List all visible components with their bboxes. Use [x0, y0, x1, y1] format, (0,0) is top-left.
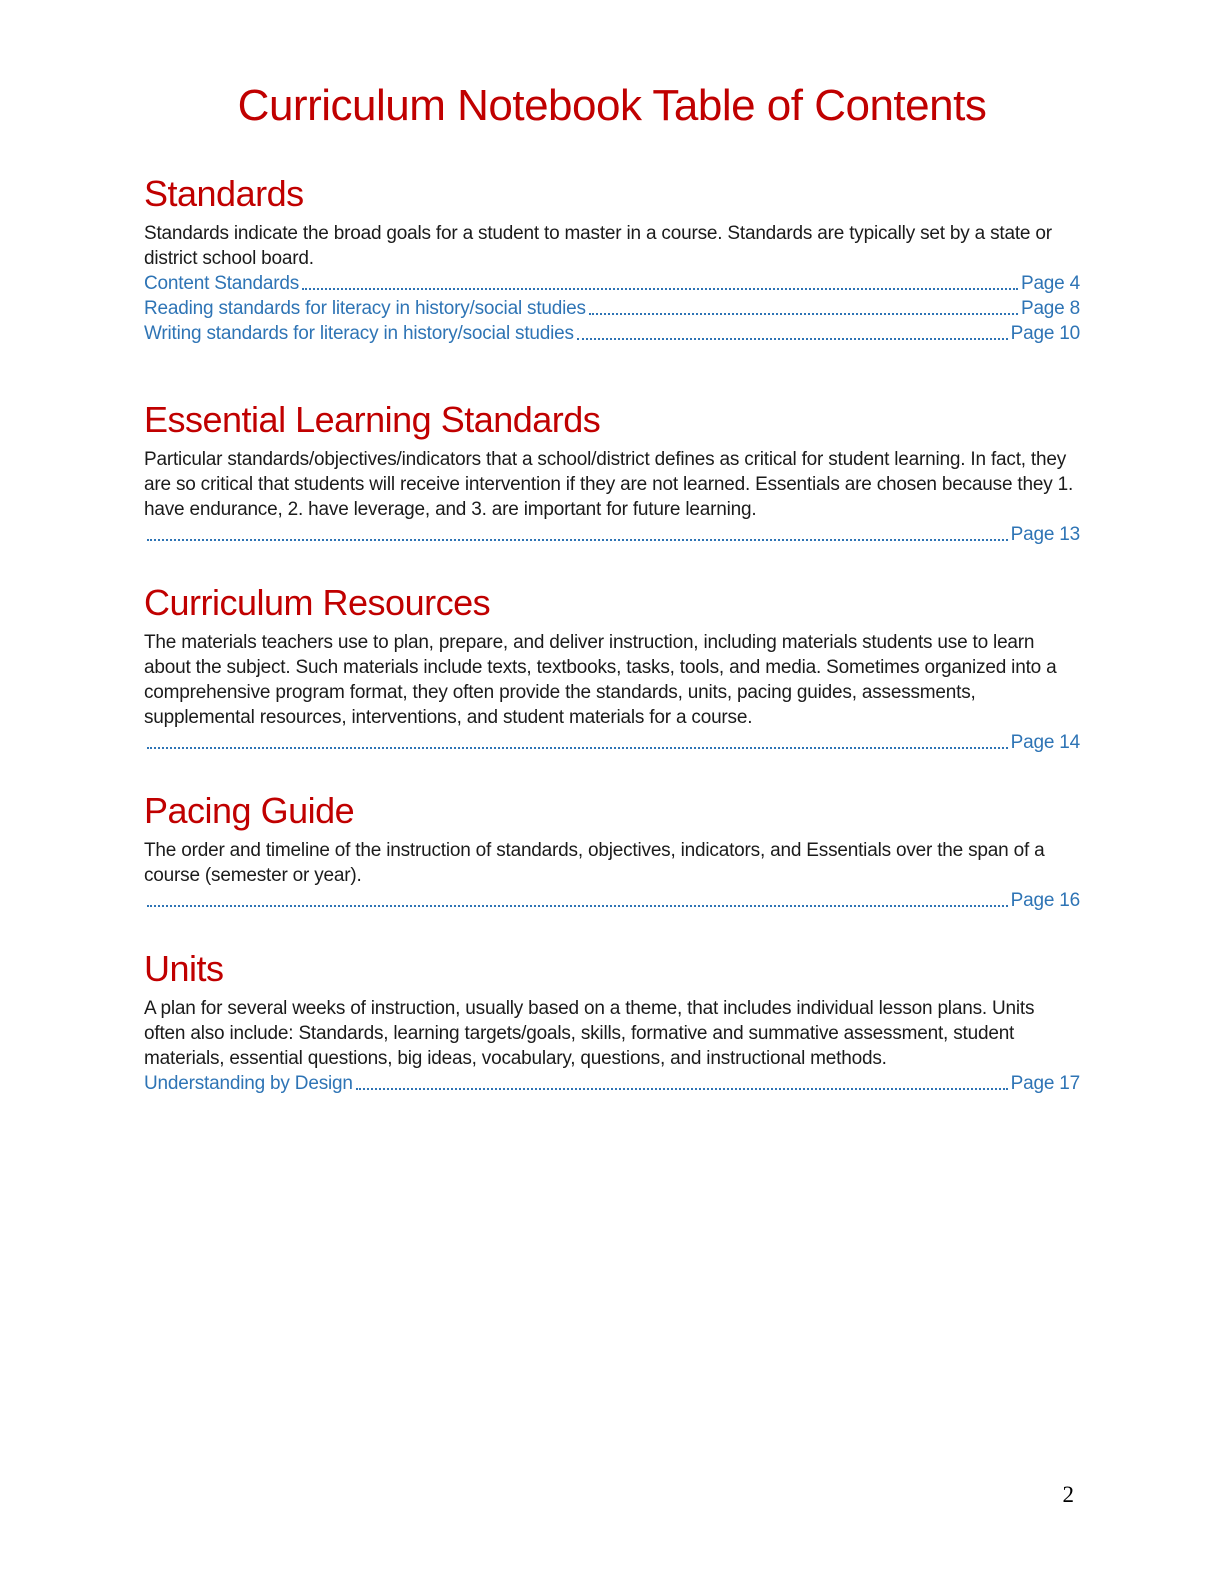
toc-entry-curriculum-resources[interactable] [144, 730, 1080, 755]
toc-list-pacing-guide [144, 888, 1080, 913]
section-pacing-guide [144, 789, 1080, 913]
toc-entry-writing-standards[interactable] [144, 321, 1080, 346]
toc-entry-page[interactable]: Page 10 [1010, 323, 1080, 344]
section-standards [144, 172, 1080, 346]
section-heading-curriculum-resources: Curriculum Resources [144, 582, 491, 623]
section-description-curriculum-resources: The materials teachers use to plan, prepare, and deliver instruction, including materials students use to learn about the subject. Such materials include texts, textbooks, tasks, tools, and media. Sometimes organized into a comprehensive program format, they often provide the standards, units, pacing guides, assessments, supplemental resources, interventions, and student materials for a course. [144, 632, 1057, 728]
toc-entry-label[interactable]: Understanding by Design [144, 1073, 353, 1094]
page-number: 2 [1062, 1482, 1074, 1507]
toc-leader-dots [299, 271, 1021, 296]
toc-list-standards [144, 271, 1080, 346]
toc-entry-page[interactable]: Page 14 [1010, 732, 1080, 753]
section-description-standards: Standards indicate the broad goals for a student to master in a course. Standards are typically set by a state or district school board. [144, 223, 1052, 269]
toc-leader-dots [586, 296, 1021, 321]
toc-list-curriculum-resources [144, 730, 1080, 755]
section-heading-units: Units [144, 948, 224, 989]
toc-leader-dots [574, 321, 1011, 346]
toc-entry-pacing-guide[interactable] [144, 888, 1080, 913]
section-curriculum-resources [144, 581, 1080, 755]
toc-entry-label[interactable]: Content Standards [144, 273, 300, 294]
toc-entry-page[interactable]: Page 8 [1020, 298, 1080, 319]
toc-leader-dots [144, 522, 1011, 547]
toc-list-units [144, 1071, 1080, 1096]
toc-list-essential-learning-standards [144, 522, 1080, 547]
section-description-essential-learning-standards: Particular standards/objectives/indicators that a school/district defines as critical for student learning. In fact, they are so critical that students will receive intervention if they are not learned. Essentials are chosen because they 1. have endurance, 2. have leverage, and 3. are important for future learning. [144, 449, 1074, 520]
toc-entry-label[interactable]: Reading standards for literacy in history/social studies [144, 298, 586, 319]
toc-entry-reading-standards[interactable] [144, 296, 1080, 321]
toc-entry-page[interactable]: Page 13 [1010, 524, 1080, 545]
toc-entry-page[interactable]: Page 4 [1020, 273, 1080, 294]
section-heading-essential-learning-standards: Essential Learning Standards [144, 399, 601, 440]
toc-leader-dots [353, 1071, 1011, 1096]
toc-entry-label[interactable]: Writing standards for literacy in history/social studies [144, 323, 574, 344]
section-description-pacing-guide: The order and timeline of the instruction of standards, objectives, indicators, and Essentials over the span of a course (semester or year). [144, 840, 1045, 886]
section-units [144, 947, 1080, 1096]
toc-leader-dots [144, 888, 1011, 913]
section-essential-learning-standards [144, 398, 1080, 547]
toc-leader-dots [144, 730, 1011, 755]
toc-entry-essential-learning-standards[interactable] [144, 522, 1080, 547]
section-description-units: A plan for several weeks of instruction, usually based on a theme, that includes individual lesson plans. Units often also include: Standards, learning targets/goals, skills, formative and summative assessment, student materials, essential questions, big ideas, vocabulary, questions, and instructional methods. [144, 998, 1035, 1069]
section-heading-pacing-guide: Pacing Guide [144, 790, 355, 831]
toc-entry-content-standards[interactable] [144, 271, 1080, 296]
toc-entry-page[interactable]: Page 16 [1010, 890, 1080, 911]
page-title: Curriculum Notebook Table of Contents [237, 81, 987, 130]
section-heading-standards: Standards [144, 173, 304, 214]
toc-entry-understanding-by-design[interactable] [144, 1071, 1080, 1096]
toc-entry-page[interactable]: Page 17 [1010, 1073, 1080, 1094]
